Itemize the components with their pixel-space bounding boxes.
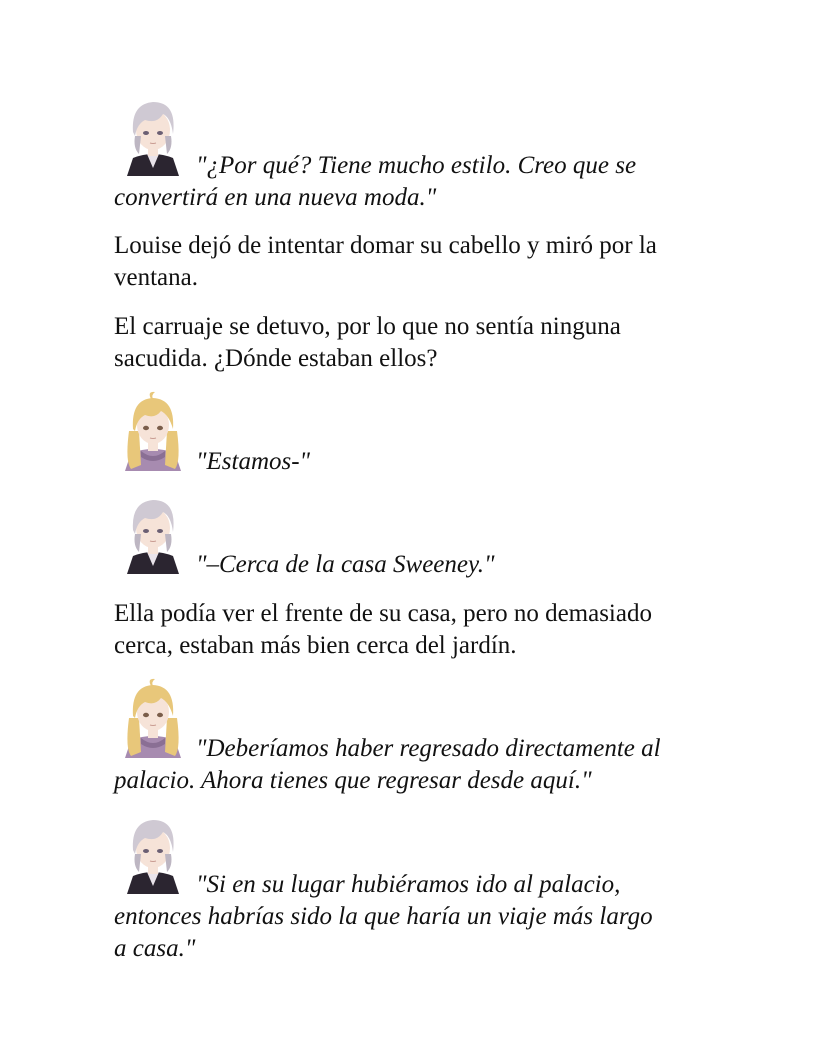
dialogue-line: a casa.": [114, 935, 196, 962]
narration-line: Louise dejó de intentar domar su cabello y miró por la: [114, 232, 657, 259]
dialogue-line: "–Cerca de la casa Sweeney.": [196, 551, 495, 578]
dialogue-line: palacio. Ahora tienes que regresar desde aquí.": [114, 767, 592, 794]
female-blonde-portrait-icon: [121, 391, 185, 471]
dialogue-line: "¿Por qué? Tiene mucho estilo. Creo que se: [196, 152, 637, 179]
narration-line: cerca, estaban más bien cerca del jardín.: [114, 632, 517, 659]
narration-line: El carruaje se detuvo, por lo que no sentía ninguna: [114, 313, 621, 340]
narration-line: sacudida. ¿Dónde estaban ellos?: [114, 345, 438, 372]
male-silver-hair-portrait-icon: [121, 96, 185, 176]
dialogue-line: "Estamos-": [196, 448, 311, 475]
male-silver-hair-portrait-icon: [121, 814, 185, 894]
female-blonde-portrait-icon: [121, 678, 185, 758]
dialogue-line: "Deberíamos haber regresado directamente al: [196, 735, 661, 762]
narration-line: Ella podía ver el frente de su casa, pero no demasiado: [114, 600, 652, 627]
male-silver-hair-portrait-icon: [121, 494, 185, 574]
narration-line: ventana.: [114, 264, 198, 291]
dialogue-line: "Si en su lugar hubiéramos ido al palacio,: [196, 871, 621, 898]
dialogue-line: entonces habrías sido la que haría un viaje más largo: [114, 903, 653, 930]
dialogue-line: convertirá en una nueva moda.": [114, 184, 437, 211]
